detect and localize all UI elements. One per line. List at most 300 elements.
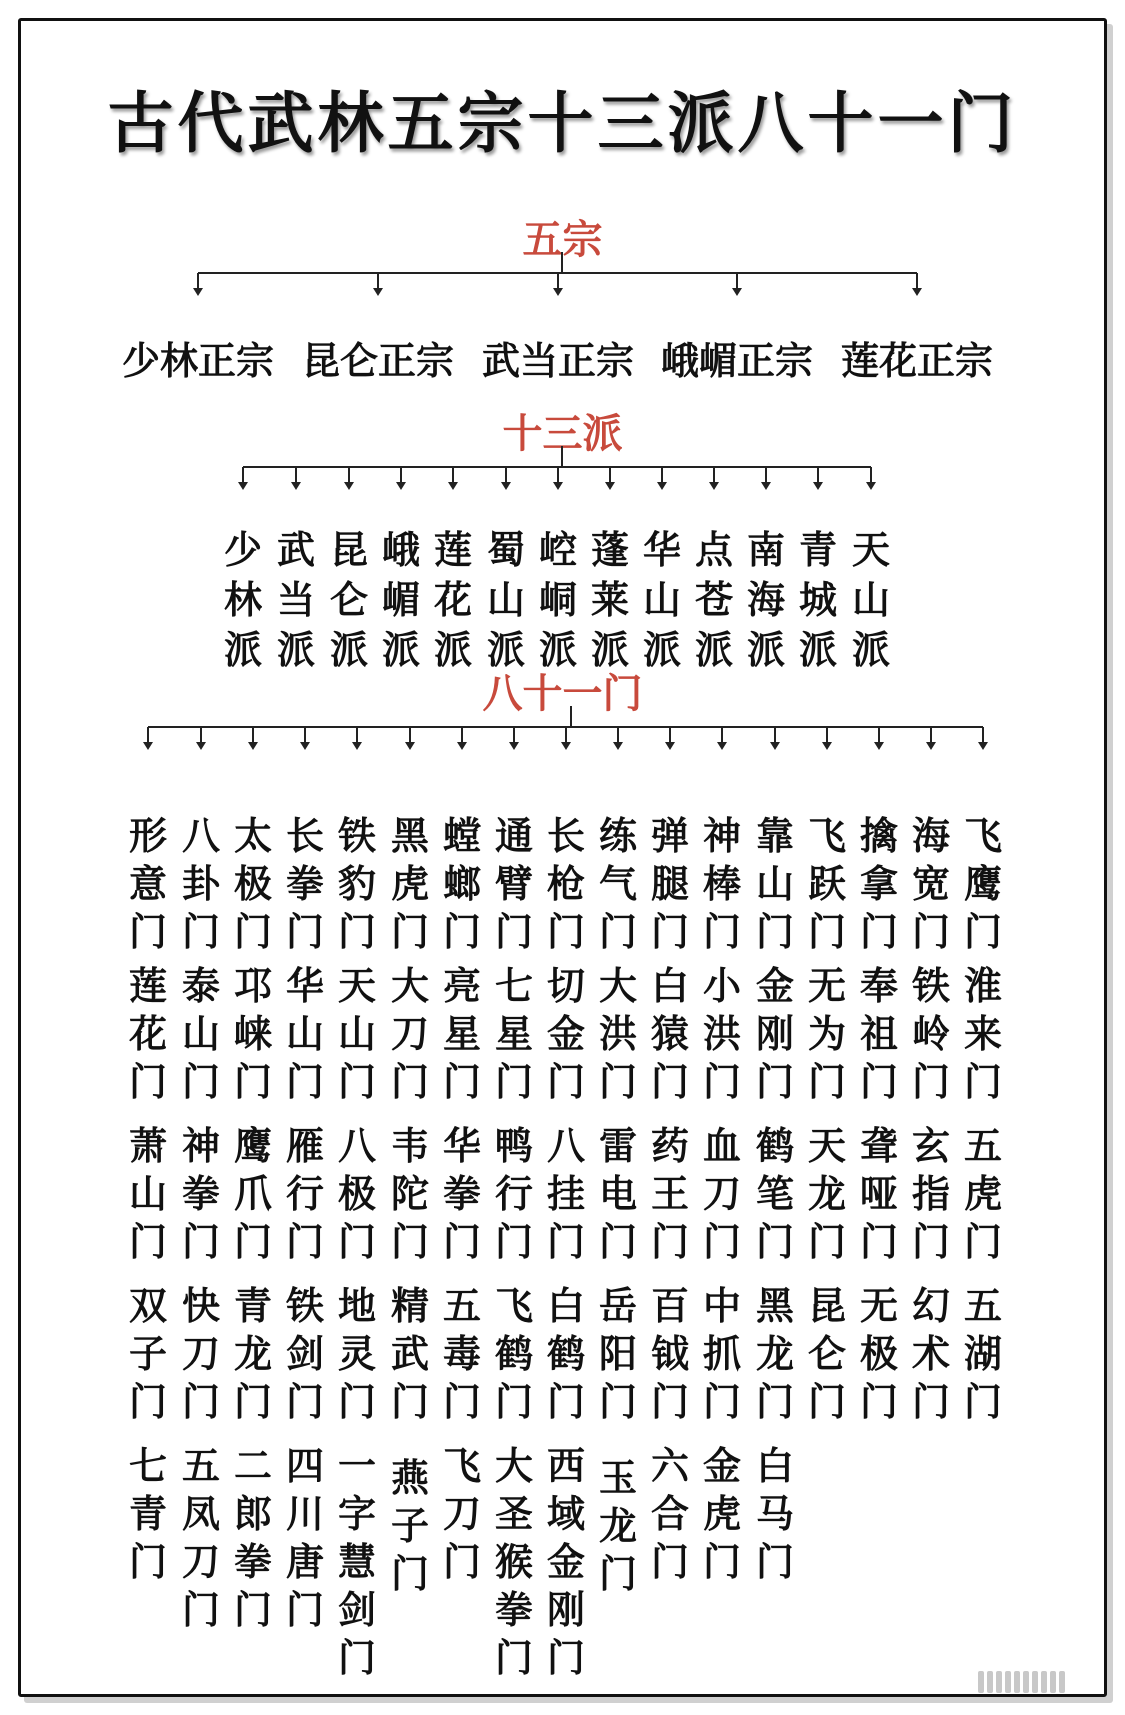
bashiyimen-char: 刀 bbox=[702, 1172, 742, 1216]
bashiyimen-char: 指 bbox=[911, 1172, 951, 1216]
bashiyimen-char: 门 bbox=[442, 1220, 482, 1264]
bashiyimen-char: 五 bbox=[963, 1124, 1003, 1168]
bashiyimen-char: 术 bbox=[911, 1332, 951, 1376]
shisanpai-char: 仑 bbox=[329, 578, 369, 622]
bashiyimen-char: 大 bbox=[390, 964, 430, 1008]
bashiyimen-char: 抓 bbox=[702, 1332, 742, 1376]
bashiyimen-char: 无 bbox=[859, 1284, 899, 1328]
bashiyimen-char: 门 bbox=[807, 1060, 847, 1104]
shisanpai-char: 莱 bbox=[590, 578, 630, 622]
shisanpai-item bbox=[643, 525, 681, 675]
bashiyimen-char: 飞 bbox=[963, 814, 1003, 858]
bashiyimen-item bbox=[651, 812, 689, 956]
bashiyimen-item bbox=[234, 812, 272, 956]
bashiyimen-char: 亮 bbox=[442, 964, 482, 1008]
shisanpai-item bbox=[224, 525, 262, 675]
bashiyimen-item bbox=[964, 1122, 1002, 1266]
shisanpai-char: 华 bbox=[642, 528, 682, 572]
bashiyimen-item bbox=[912, 812, 950, 956]
bashiyimen-char: 门 bbox=[911, 1220, 951, 1264]
bashiyimen-char: 切 bbox=[546, 964, 586, 1008]
bashiyimen-char: 门 bbox=[390, 1552, 430, 1596]
bashiyimen-char: 龙 bbox=[233, 1332, 273, 1376]
bashiyimen-item bbox=[495, 1282, 533, 1426]
bashiyimen-char: 韦 bbox=[390, 1124, 430, 1168]
bashiyimen-char: 洪 bbox=[702, 1012, 742, 1056]
bashiyimen-char: 门 bbox=[128, 1380, 168, 1424]
bashiyimen-char: 莲 bbox=[128, 964, 168, 1008]
bashiyimen-item bbox=[182, 1122, 220, 1266]
bashiyimen-char: 门 bbox=[128, 1060, 168, 1104]
bashiyimen-char: 快 bbox=[181, 1284, 221, 1328]
bashiyimen-char: 飞 bbox=[442, 1444, 482, 1488]
bashiyimen-char: 龙 bbox=[755, 1332, 795, 1376]
bashiyimen-item bbox=[495, 1122, 533, 1266]
shisanpai-char: 当 bbox=[276, 578, 316, 622]
bashiyimen-char: 门 bbox=[233, 1220, 273, 1264]
shisanpai-char: 天 bbox=[851, 528, 891, 572]
bashiyimen-item bbox=[599, 812, 637, 956]
bashiyimen-char: 圣 bbox=[494, 1492, 534, 1536]
shisanpai-char: 武 bbox=[276, 528, 316, 572]
bashiyimen-item bbox=[443, 1282, 481, 1426]
bashiyimen-char: 虎 bbox=[390, 862, 430, 906]
bashiyimen-char: 虎 bbox=[702, 1492, 742, 1536]
bashiyimen-char: 门 bbox=[285, 1380, 325, 1424]
bashiyimen-char: 门 bbox=[285, 1220, 325, 1264]
bashiyimen-item bbox=[338, 1122, 376, 1266]
bashiyimen-item bbox=[338, 812, 376, 956]
bashiyimen-char: 洪 bbox=[598, 1012, 638, 1056]
bashiyimen-char: 门 bbox=[181, 1220, 221, 1264]
bashiyimen-char: 门 bbox=[181, 1380, 221, 1424]
shisanpai-item bbox=[277, 525, 315, 675]
bashiyimen-char: 地 bbox=[337, 1284, 377, 1328]
bashiyimen-char: 门 bbox=[546, 910, 586, 954]
bashiyimen-item bbox=[234, 1122, 272, 1266]
bashiyimen-char: 门 bbox=[702, 1060, 742, 1104]
bashiyimen-item bbox=[860, 812, 898, 956]
bashiyimen-char: 门 bbox=[963, 1060, 1003, 1104]
bashiyimen-item bbox=[129, 812, 167, 956]
bashiyimen-char: 门 bbox=[755, 1060, 795, 1104]
bashiyimen-char: 剑 bbox=[285, 1332, 325, 1376]
bashiyimen-char: 猴 bbox=[494, 1540, 534, 1584]
bashiyimen-char: 拳 bbox=[494, 1588, 534, 1632]
shisanpai-char: 青 bbox=[798, 528, 838, 572]
bashiyimen-char: 白 bbox=[546, 1284, 586, 1328]
bashiyimen-item bbox=[651, 1442, 689, 1586]
bashiyimen-char: 门 bbox=[390, 1220, 430, 1264]
shisanpai-char: 派 bbox=[433, 628, 473, 672]
bashiyimen-char: 门 bbox=[755, 1540, 795, 1584]
bashiyimen-item bbox=[286, 1282, 324, 1426]
bashiyimen-char: 五 bbox=[442, 1284, 482, 1328]
bashiyimen-item bbox=[286, 1122, 324, 1266]
bashiyimen-item bbox=[391, 812, 429, 956]
bashiyimen-char: 刀 bbox=[442, 1492, 482, 1536]
bashiyimen-char: 铁 bbox=[285, 1284, 325, 1328]
bashiyimen-char: 子 bbox=[390, 1504, 430, 1548]
bashiyimen-char: 极 bbox=[337, 1172, 377, 1216]
bashiyimen-char: 祖 bbox=[859, 1012, 899, 1056]
bashiyimen-char: 门 bbox=[911, 1060, 951, 1104]
poster-title: 古代武林五宗十三派八十一门 bbox=[107, 84, 1018, 162]
bashiyimen-item bbox=[234, 1442, 272, 1634]
bashiyimen-char: 腿 bbox=[650, 862, 690, 906]
bashiyimen-char: 五 bbox=[181, 1444, 221, 1488]
bashiyimen-item bbox=[547, 962, 585, 1106]
bashiyimen-char: 门 bbox=[598, 910, 638, 954]
shisanpai-item bbox=[695, 525, 733, 675]
shisanpai-char: 派 bbox=[642, 628, 682, 672]
bashiyimen-item bbox=[391, 962, 429, 1106]
bashiyimen-item bbox=[756, 1442, 794, 1586]
bashiyimen-item bbox=[599, 962, 637, 1106]
bashiyimen-char: 门 bbox=[650, 1540, 690, 1584]
bashiyimen-char: 门 bbox=[337, 1060, 377, 1104]
bashiyimen-char: 门 bbox=[650, 1380, 690, 1424]
bashiyimen-char: 铁 bbox=[337, 814, 377, 858]
bashiyimen-char: 爪 bbox=[233, 1172, 273, 1216]
bashiyimen-item bbox=[651, 1282, 689, 1426]
bashiyimen-char: 幻 bbox=[911, 1284, 951, 1328]
bashiyimen-item bbox=[912, 962, 950, 1106]
bashiyimen-char: 唐 bbox=[285, 1540, 325, 1584]
bashiyimen-char: 门 bbox=[650, 910, 690, 954]
bashiyimen-char: 卦 bbox=[181, 862, 221, 906]
bashiyimen-char: 王 bbox=[650, 1172, 690, 1216]
bashiyimen-item bbox=[703, 1442, 741, 1586]
bashiyimen-char: 门 bbox=[494, 1380, 534, 1424]
bashiyimen-char: 燕 bbox=[390, 1456, 430, 1500]
bashiyimen-char: 武 bbox=[390, 1332, 430, 1376]
bashiyimen-char: 门 bbox=[650, 1060, 690, 1104]
bashiyimen-char: 太 bbox=[233, 814, 273, 858]
bashiyimen-char: 玉 bbox=[598, 1456, 638, 1500]
bashiyimen-char: 长 bbox=[285, 814, 325, 858]
bashiyimen-char: 陀 bbox=[390, 1172, 430, 1216]
bashiyimen-char: 花 bbox=[128, 1012, 168, 1056]
bashiyimen-char: 药 bbox=[650, 1124, 690, 1168]
bashiyimen-char: 门 bbox=[963, 910, 1003, 954]
bashiyimen-char: 刀 bbox=[181, 1332, 221, 1376]
bashiyimen-char: 弹 bbox=[650, 814, 690, 858]
bashiyimen-char: 豹 bbox=[337, 862, 377, 906]
wuzong-item: 少林正宗 bbox=[121, 339, 275, 383]
bashiyimen-item bbox=[547, 1122, 585, 1266]
bashiyimen-char: 黑 bbox=[755, 1284, 795, 1328]
bashiyimen-char: 昆 bbox=[807, 1284, 847, 1328]
bashiyimen-char: 鹤 bbox=[494, 1332, 534, 1376]
bashiyimen-char: 雁 bbox=[285, 1124, 325, 1168]
bashiyimen-char: 门 bbox=[494, 1220, 534, 1264]
bashiyimen-char: 门 bbox=[390, 1060, 430, 1104]
bashiyimen-char: 双 bbox=[128, 1284, 168, 1328]
bashiyimen-char: 崃 bbox=[233, 1012, 273, 1056]
bashiyimen-char: 精 bbox=[390, 1284, 430, 1328]
bashiyimen-char: 鹰 bbox=[233, 1124, 273, 1168]
bashiyimen-char: 形 bbox=[128, 814, 168, 858]
bashiyimen-char: 山 bbox=[181, 1012, 221, 1056]
bashiyimen-char: 意 bbox=[128, 862, 168, 906]
bashiyimen-char: 山 bbox=[755, 862, 795, 906]
bashiyimen-char: 门 bbox=[337, 910, 377, 954]
shisanpai-item bbox=[852, 525, 890, 675]
bashiyimen-char: 鸭 bbox=[494, 1124, 534, 1168]
bashiyimen-char: 门 bbox=[128, 1540, 168, 1584]
shisanpai-char: 派 bbox=[223, 628, 263, 672]
bashiyimen-char: 门 bbox=[442, 910, 482, 954]
bashiyimen-char: 海 bbox=[911, 814, 951, 858]
bashiyimen-char: 仑 bbox=[807, 1332, 847, 1376]
bashiyimen-char: 门 bbox=[859, 1220, 899, 1264]
bashiyimen-char: 七 bbox=[494, 964, 534, 1008]
bashiyimen-char: 钺 bbox=[650, 1332, 690, 1376]
bashiyimen-char: 门 bbox=[442, 1060, 482, 1104]
bashiyimen-char: 郎 bbox=[233, 1492, 273, 1536]
bashiyimen-item bbox=[234, 962, 272, 1106]
bashiyimen-char: 鹤 bbox=[546, 1332, 586, 1376]
shisanpai-char: 派 bbox=[694, 628, 734, 672]
bashiyimen-char: 拳 bbox=[181, 1172, 221, 1216]
bashiyimen-char: 门 bbox=[911, 910, 951, 954]
bashiyimen-char: 一 bbox=[337, 1444, 377, 1488]
shisanpai-char: 山 bbox=[851, 578, 891, 622]
bashiyimen-char: 金 bbox=[546, 1540, 586, 1584]
bashiyimen-item bbox=[547, 1282, 585, 1426]
bashiyimen-item bbox=[234, 1282, 272, 1426]
bashiyimen-char: 门 bbox=[390, 1380, 430, 1424]
bashiyimen-char: 华 bbox=[285, 964, 325, 1008]
shisanpai-char: 山 bbox=[642, 578, 682, 622]
bashiyimen-char: 门 bbox=[702, 1540, 742, 1584]
bashiyimen-char: 门 bbox=[755, 910, 795, 954]
bashiyimen-char: 门 bbox=[807, 1380, 847, 1424]
bashiyimen-char: 枪 bbox=[546, 862, 586, 906]
bashiyimen-item bbox=[808, 1122, 846, 1266]
shisanpai-char: 海 bbox=[746, 578, 786, 622]
bashiyimen-item bbox=[129, 962, 167, 1106]
bashiyimen-char: 龙 bbox=[807, 1172, 847, 1216]
shisanpai-item bbox=[799, 525, 837, 675]
bashiyimen-item bbox=[703, 812, 741, 956]
bashiyimen-char: 拿 bbox=[859, 862, 899, 906]
bashiyimen-char: 门 bbox=[337, 1380, 377, 1424]
bashiyimen-char: 天 bbox=[807, 1124, 847, 1168]
bashiyimen-char: 门 bbox=[598, 1552, 638, 1596]
wuzong-item: 武当正宗 bbox=[481, 339, 635, 383]
bashiyimen-char: 血 bbox=[702, 1124, 742, 1168]
shisanpai-char: 嵋 bbox=[381, 578, 421, 622]
bashiyimen-char: 聋 bbox=[859, 1124, 899, 1168]
bashiyimen-char: 白 bbox=[755, 1444, 795, 1488]
shisanpai-item bbox=[747, 525, 785, 675]
bashiyimen-char: 青 bbox=[233, 1284, 273, 1328]
wuzong-item: 昆仑正宗 bbox=[301, 339, 455, 383]
bashiyimen-char: 萧 bbox=[128, 1124, 168, 1168]
bashiyimen-char: 门 bbox=[702, 1380, 742, 1424]
bashiyimen-char: 门 bbox=[285, 1060, 325, 1104]
bashiyimen-item bbox=[756, 1122, 794, 1266]
bashiyimen-item bbox=[129, 1122, 167, 1266]
bashiyimen-item bbox=[599, 1122, 637, 1266]
bashiyimen-char: 八 bbox=[546, 1124, 586, 1168]
bashiyimen-char: 神 bbox=[702, 814, 742, 858]
shisanpai-item bbox=[487, 525, 525, 675]
bashiyimen-char: 猿 bbox=[650, 1012, 690, 1056]
bashiyimen-char: 大 bbox=[494, 1444, 534, 1488]
bashiyimen-char: 门 bbox=[181, 910, 221, 954]
bashiyimen-char: 跃 bbox=[807, 862, 847, 906]
bashiyimen-char: 门 bbox=[859, 910, 899, 954]
bashiyimen-item bbox=[443, 812, 481, 956]
shisanpai-char: 少 bbox=[223, 528, 263, 572]
bashiyimen-char: 门 bbox=[390, 910, 430, 954]
bashiyimen-char: 子 bbox=[128, 1332, 168, 1376]
bashiyimen-item bbox=[703, 1122, 741, 1266]
bashiyimen-char: 长 bbox=[546, 814, 586, 858]
bashiyimen-char: 棒 bbox=[702, 862, 742, 906]
bashiyimen-char: 行 bbox=[494, 1172, 534, 1216]
bashiyimen-char: 为 bbox=[807, 1012, 847, 1056]
shisanpai-char: 林 bbox=[223, 578, 263, 622]
bashiyimen-item bbox=[651, 962, 689, 1106]
bashiyimen-char: 门 bbox=[233, 1380, 273, 1424]
bashiyimen-item bbox=[338, 962, 376, 1106]
bashiyimen-char: 门 bbox=[494, 1636, 534, 1680]
bashiyimen-char: 四 bbox=[285, 1444, 325, 1488]
bashiyimen-item bbox=[860, 962, 898, 1106]
bashiyimen-item bbox=[547, 1442, 585, 1682]
bashiyimen-char: 门 bbox=[963, 1380, 1003, 1424]
shisanpai-char: 莲 bbox=[433, 528, 473, 572]
bashiyimen-char: 山 bbox=[128, 1172, 168, 1216]
bashiyimen-char: 灵 bbox=[337, 1332, 377, 1376]
shisanpai-char: 崆 bbox=[538, 528, 578, 572]
bashiyimen-char: 星 bbox=[442, 1012, 482, 1056]
shisanpai-char: 派 bbox=[538, 628, 578, 672]
bashiyimen-char: 龙 bbox=[598, 1504, 638, 1548]
bashiyimen-item bbox=[808, 812, 846, 956]
shisanpai-char: 峒 bbox=[538, 578, 578, 622]
bashiyimen-item bbox=[599, 1454, 637, 1598]
shisanpai-char: 峨 bbox=[381, 528, 421, 572]
shisanpai-char: 花 bbox=[433, 578, 473, 622]
bashiyimen-char: 门 bbox=[859, 1060, 899, 1104]
bashiyimen-char: 山 bbox=[285, 1012, 325, 1056]
bashiyimen-char: 门 bbox=[755, 1220, 795, 1264]
bashiyimen-item bbox=[495, 812, 533, 956]
bashiyimen-char: 小 bbox=[702, 964, 742, 1008]
shisanpai-char: 派 bbox=[329, 628, 369, 672]
bashiyimen-char: 雷 bbox=[598, 1124, 638, 1168]
bashiyimen-char: 电 bbox=[598, 1172, 638, 1216]
bashiyimen-item bbox=[338, 1282, 376, 1426]
shisanpai-char: 派 bbox=[486, 628, 526, 672]
bashiyimen-char: 行 bbox=[285, 1172, 325, 1216]
bashiyimen-char: 刀 bbox=[390, 1012, 430, 1056]
shisanpai-char: 派 bbox=[746, 628, 786, 672]
bashiyimen-char: 凤 bbox=[181, 1492, 221, 1536]
bashiyimen-char: 门 bbox=[807, 1220, 847, 1264]
bashiyimen-char: 门 bbox=[911, 1380, 951, 1424]
shisanpai-heading: 十三派 bbox=[502, 411, 623, 457]
bashiyimen-char: 慧 bbox=[337, 1540, 377, 1584]
bashiyimen-char: 挂 bbox=[546, 1172, 586, 1216]
bashiyimen-char: 青 bbox=[128, 1492, 168, 1536]
bashiyimen-char: 无 bbox=[807, 964, 847, 1008]
bashiyimen-char: 门 bbox=[233, 1588, 273, 1632]
bashiyimen-char: 毒 bbox=[442, 1332, 482, 1376]
bashiyimen-char: 淮 bbox=[963, 964, 1003, 1008]
bashiyimen-char: 通 bbox=[494, 814, 534, 858]
shisanpai-char: 点 bbox=[694, 528, 734, 572]
bashiyimen-char: 门 bbox=[859, 1380, 899, 1424]
shisanpai-char: 派 bbox=[276, 628, 316, 672]
shisanpai-char: 山 bbox=[486, 578, 526, 622]
bashiyimen-item bbox=[495, 1442, 533, 1682]
bashiyimen-char: 笔 bbox=[755, 1172, 795, 1216]
bashiyimen-heading: 八十一门 bbox=[482, 671, 643, 717]
bashiyimen-char: 门 bbox=[598, 1380, 638, 1424]
bashiyimen-char: 刚 bbox=[755, 1012, 795, 1056]
bashiyimen-item bbox=[391, 1122, 429, 1266]
shisanpai-item bbox=[330, 525, 368, 675]
bashiyimen-item bbox=[338, 1442, 376, 1682]
bashiyimen-char: 山 bbox=[337, 1012, 377, 1056]
bashiyimen-char: 金 bbox=[702, 1444, 742, 1488]
bashiyimen-item bbox=[391, 1282, 429, 1426]
bashiyimen-char: 马 bbox=[755, 1492, 795, 1536]
bashiyimen-char: 飞 bbox=[494, 1284, 534, 1328]
shisanpai-item bbox=[539, 525, 577, 675]
bashiyimen-item bbox=[443, 962, 481, 1106]
bashiyimen-char: 大 bbox=[598, 964, 638, 1008]
bashiyimen-char: 靠 bbox=[755, 814, 795, 858]
bashiyimen-item bbox=[756, 812, 794, 956]
wuzong-item: 莲花正宗 bbox=[840, 339, 994, 383]
bashiyimen-char: 刚 bbox=[546, 1588, 586, 1632]
bashiyimen-char: 门 bbox=[128, 1220, 168, 1264]
shisanpai-char: 蓬 bbox=[590, 528, 630, 572]
bashiyimen-char: 来 bbox=[963, 1012, 1003, 1056]
bashiyimen-char: 门 bbox=[650, 1220, 690, 1264]
shisanpai-item bbox=[382, 525, 420, 675]
bashiyimen-char: 鹰 bbox=[963, 862, 1003, 906]
bashiyimen-item bbox=[182, 812, 220, 956]
bashiyimen-char: 神 bbox=[181, 1124, 221, 1168]
bashiyimen-char: 字 bbox=[337, 1492, 377, 1536]
bashiyimen-item bbox=[599, 1282, 637, 1426]
bashiyimen-item bbox=[703, 1282, 741, 1426]
bashiyimen-item bbox=[182, 962, 220, 1106]
bashiyimen-char: 门 bbox=[285, 1588, 325, 1632]
shisanpai-char: 派 bbox=[851, 628, 891, 672]
bashiyimen-char: 门 bbox=[337, 1636, 377, 1680]
bashiyimen-item bbox=[286, 1442, 324, 1634]
bashiyimen-char: 金 bbox=[755, 964, 795, 1008]
bashiyimen-item bbox=[129, 1442, 167, 1586]
bashiyimen-char: 练 bbox=[598, 814, 638, 858]
bashiyimen-char: 铁 bbox=[911, 964, 951, 1008]
bashiyimen-char: 擒 bbox=[859, 814, 899, 858]
bashiyimen-char: 螂 bbox=[442, 862, 482, 906]
bashiyimen-item bbox=[964, 812, 1002, 956]
bashiyimen-item bbox=[547, 812, 585, 956]
bashiyimen-char: 飞 bbox=[807, 814, 847, 858]
bashiyimen-char: 门 bbox=[546, 1636, 586, 1680]
